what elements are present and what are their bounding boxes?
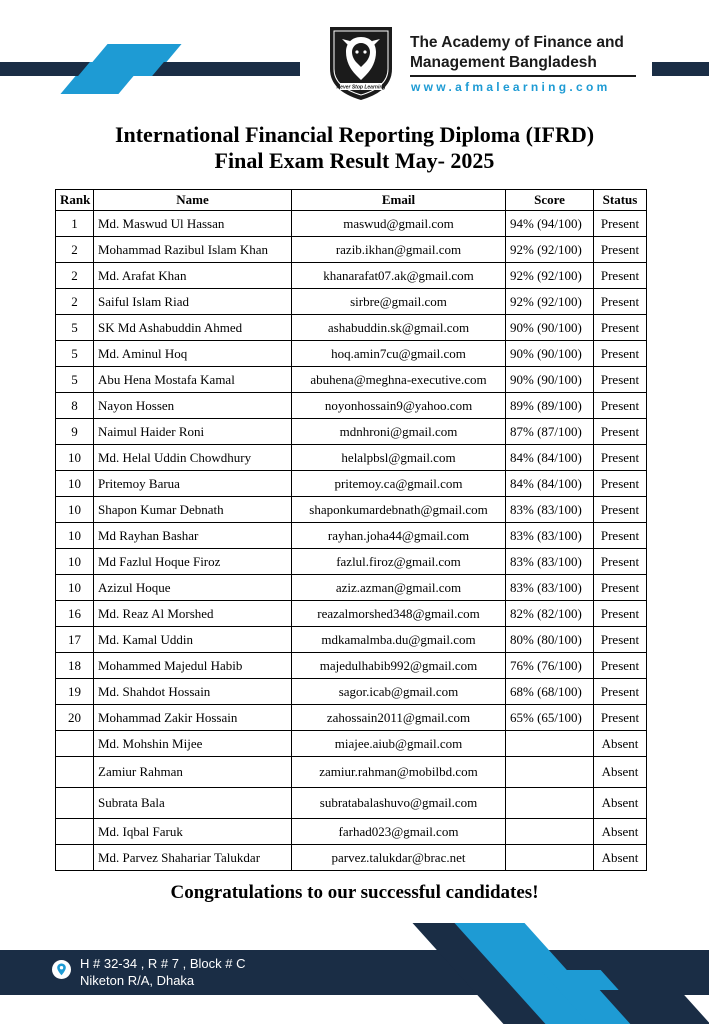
rank-cell bbox=[56, 788, 94, 819]
name-cell: Md Rayhan Bashar bbox=[94, 523, 292, 549]
email-cell: ashabuddin.sk@gmail.com bbox=[292, 315, 506, 341]
table-row bbox=[56, 653, 647, 679]
email-cell: abuhena@meghna-executive.com bbox=[292, 367, 506, 393]
header-stripe-decoration bbox=[60, 76, 133, 94]
score-cell: 83% (83/100) bbox=[506, 497, 594, 523]
table-row bbox=[56, 445, 647, 471]
table-row bbox=[56, 315, 647, 341]
header-email: Email bbox=[292, 190, 506, 211]
score-cell: 84% (84/100) bbox=[506, 471, 594, 497]
logo-motto: Never Stop Learning bbox=[336, 84, 386, 91]
rank-cell bbox=[56, 757, 94, 788]
status-cell: Present bbox=[594, 601, 647, 627]
status-cell: Absent bbox=[594, 731, 647, 757]
status-cell: Present bbox=[594, 549, 647, 575]
email-cell: aziz.azman@gmail.com bbox=[292, 575, 506, 601]
status-cell: Present bbox=[594, 471, 647, 497]
score-cell: 83% (83/100) bbox=[506, 523, 594, 549]
table-row bbox=[56, 679, 647, 705]
status-cell: Present bbox=[594, 445, 647, 471]
table-row bbox=[56, 627, 647, 653]
name-cell: Md. Maswud Ul Hassan bbox=[94, 211, 292, 237]
status-cell: Present bbox=[594, 653, 647, 679]
table-row bbox=[56, 601, 647, 627]
email-cell: parvez.talukdar@brac.net bbox=[292, 845, 506, 871]
website-link[interactable]: www.afmalearning.com bbox=[411, 80, 611, 94]
email-cell: sagor.icab@gmail.com bbox=[292, 679, 506, 705]
email-cell: subratabalashuvo@gmail.com bbox=[292, 788, 506, 819]
header-stripe-decoration bbox=[92, 44, 181, 62]
score-cell bbox=[506, 819, 594, 845]
status-cell: Present bbox=[594, 627, 647, 653]
table-row bbox=[56, 731, 647, 757]
rank-cell bbox=[56, 845, 94, 871]
name-cell: Shapon Kumar Debnath bbox=[94, 497, 292, 523]
email-cell: sirbre@gmail.com bbox=[292, 289, 506, 315]
name-cell: Abu Hena Mostafa Kamal bbox=[94, 367, 292, 393]
status-cell: Present bbox=[594, 497, 647, 523]
header-rank: Rank bbox=[56, 190, 94, 211]
rank-cell: 10 bbox=[56, 497, 94, 523]
score-cell: 83% (83/100) bbox=[506, 575, 594, 601]
score-cell: 83% (83/100) bbox=[506, 549, 594, 575]
name-cell: Md. Mohshin Mijee bbox=[94, 731, 292, 757]
score-cell: 84% (84/100) bbox=[506, 445, 594, 471]
status-cell: Present bbox=[594, 237, 647, 263]
score-cell: 90% (90/100) bbox=[506, 367, 594, 393]
rank-cell: 2 bbox=[56, 237, 94, 263]
results-table bbox=[55, 189, 647, 871]
table-row bbox=[56, 263, 647, 289]
table-row bbox=[56, 845, 647, 871]
table-row bbox=[56, 367, 647, 393]
name-cell: Mohammad Razibul Islam Khan bbox=[94, 237, 292, 263]
rank-cell: 20 bbox=[56, 705, 94, 731]
table-row bbox=[56, 549, 647, 575]
rank-cell: 10 bbox=[56, 471, 94, 497]
location-pin-icon bbox=[52, 960, 71, 979]
congratulations-message: Congratulations to our successful candidates! bbox=[170, 882, 539, 903]
name-cell: Md. Arafat Khan bbox=[94, 263, 292, 289]
document-title: International Financial Reporting Diploma (IFRD) bbox=[114, 122, 595, 147]
name-cell: Subrata Bala bbox=[94, 788, 292, 819]
status-cell: Present bbox=[594, 211, 647, 237]
name-cell: Naimul Haider Roni bbox=[94, 419, 292, 445]
header-status: Status bbox=[594, 190, 647, 211]
email-cell: rayhan.joha44@gmail.com bbox=[292, 523, 506, 549]
status-cell: Absent bbox=[594, 819, 647, 845]
status-cell: Absent bbox=[594, 845, 647, 871]
name-cell: Md. Iqbal Faruk bbox=[94, 819, 292, 845]
rank-cell: 2 bbox=[56, 263, 94, 289]
status-cell: Absent bbox=[594, 757, 647, 788]
rank-cell bbox=[56, 819, 94, 845]
table-row bbox=[56, 523, 647, 549]
name-cell: Mohammed Majedul Habib bbox=[94, 653, 292, 679]
email-cell: reazalmorshed348@gmail.com bbox=[292, 601, 506, 627]
table-row bbox=[56, 575, 647, 601]
rank-cell: 1 bbox=[56, 211, 94, 237]
document-subtitle: Final Exam Result May- 2025 bbox=[214, 148, 495, 173]
status-cell: Absent bbox=[594, 788, 647, 819]
status-cell: Present bbox=[594, 315, 647, 341]
name-cell: Md. Reaz Al Morshed bbox=[94, 601, 292, 627]
table-row bbox=[56, 705, 647, 731]
email-cell: shaponkumardebnath@gmail.com bbox=[292, 497, 506, 523]
email-cell: farhad023@gmail.com bbox=[292, 819, 506, 845]
table-row bbox=[56, 497, 647, 523]
name-cell: Md. Parvez Shahariar Talukdar bbox=[94, 845, 292, 871]
table-row bbox=[56, 237, 647, 263]
header-score: Score bbox=[506, 190, 594, 211]
email-cell: razib.ikhan@gmail.com bbox=[292, 237, 506, 263]
score-cell bbox=[506, 845, 594, 871]
status-cell: Present bbox=[594, 393, 647, 419]
score-cell: 65% (65/100) bbox=[506, 705, 594, 731]
rank-cell: 17 bbox=[56, 627, 94, 653]
name-cell: Pritemoy Barua bbox=[94, 471, 292, 497]
email-cell: miajee.aiub@gmail.com bbox=[292, 731, 506, 757]
status-cell: Present bbox=[594, 341, 647, 367]
rank-cell: 19 bbox=[56, 679, 94, 705]
score-cell: 76% (76/100) bbox=[506, 653, 594, 679]
results-body bbox=[56, 211, 647, 871]
email-cell: zamiur.rahman@mobilbd.com bbox=[292, 757, 506, 788]
status-cell: Present bbox=[594, 705, 647, 731]
score-cell: 80% (80/100) bbox=[506, 627, 594, 653]
header-band-right bbox=[652, 62, 709, 76]
table-row bbox=[56, 788, 647, 819]
brand-name bbox=[410, 33, 624, 73]
status-cell: Present bbox=[594, 575, 647, 601]
header-name: Name bbox=[94, 190, 292, 211]
name-cell: Mohammad Zakir Hossain bbox=[94, 705, 292, 731]
rank-cell: 9 bbox=[56, 419, 94, 445]
score-cell: 92% (92/100) bbox=[506, 263, 594, 289]
rank-cell: 10 bbox=[56, 523, 94, 549]
table-row bbox=[56, 819, 647, 845]
score-cell: 90% (90/100) bbox=[506, 315, 594, 341]
email-cell: fazlul.firoz@gmail.com bbox=[292, 549, 506, 575]
score-cell: 90% (90/100) bbox=[506, 341, 594, 367]
rank-cell: 5 bbox=[56, 315, 94, 341]
brand-divider bbox=[410, 75, 636, 77]
name-cell: Md. Helal Uddin Chowdhury bbox=[94, 445, 292, 471]
score-cell: 68% (68/100) bbox=[506, 679, 594, 705]
brand-name-line2: Management Bangladesh bbox=[410, 54, 597, 71]
rank-cell: 10 bbox=[56, 445, 94, 471]
email-cell: maswud@gmail.com bbox=[292, 211, 506, 237]
email-cell: hoq.amin7cu@gmail.com bbox=[292, 341, 506, 367]
rank-cell bbox=[56, 731, 94, 757]
table-row bbox=[56, 471, 647, 497]
brand-name-line1: The Academy of Finance and bbox=[410, 34, 624, 51]
table-row bbox=[56, 289, 647, 315]
header-stripe-decoration bbox=[78, 62, 164, 76]
rank-cell: 8 bbox=[56, 393, 94, 419]
name-cell: SK Md Ashabuddin Ahmed bbox=[94, 315, 292, 341]
status-cell: Present bbox=[594, 289, 647, 315]
score-cell: 94% (94/100) bbox=[506, 211, 594, 237]
rank-cell: 16 bbox=[56, 601, 94, 627]
score-cell: 87% (87/100) bbox=[506, 419, 594, 445]
score-cell bbox=[506, 731, 594, 757]
rank-cell: 5 bbox=[56, 367, 94, 393]
rank-cell: 10 bbox=[56, 549, 94, 575]
table-row bbox=[56, 757, 647, 788]
name-cell: Md Fazlul Hoque Firoz bbox=[94, 549, 292, 575]
score-cell: 82% (82/100) bbox=[506, 601, 594, 627]
rank-cell: 2 bbox=[56, 289, 94, 315]
email-cell: khanarafat07.ak@gmail.com bbox=[292, 263, 506, 289]
score-cell: 89% (89/100) bbox=[506, 393, 594, 419]
status-cell: Present bbox=[594, 263, 647, 289]
email-cell: pritemoy.ca@gmail.com bbox=[292, 471, 506, 497]
email-cell: mdkamalmba.du@gmail.com bbox=[292, 627, 506, 653]
rank-cell: 10 bbox=[56, 575, 94, 601]
name-cell: Zamiur Rahman bbox=[94, 757, 292, 788]
address-line2: Niketon R/A, Dhaka bbox=[80, 973, 195, 988]
table-header-row bbox=[56, 190, 647, 211]
table-row bbox=[56, 211, 647, 237]
name-cell: Azizul Hoque bbox=[94, 575, 292, 601]
status-cell: Present bbox=[594, 523, 647, 549]
score-cell bbox=[506, 757, 594, 788]
score-cell bbox=[506, 788, 594, 819]
name-cell: Md. Aminul Hoq bbox=[94, 341, 292, 367]
status-cell: Present bbox=[594, 419, 647, 445]
email-cell: majedulhabib992@gmail.com bbox=[292, 653, 506, 679]
score-cell: 92% (92/100) bbox=[506, 289, 594, 315]
email-cell: zahossain2011@gmail.com bbox=[292, 705, 506, 731]
table-row bbox=[56, 393, 647, 419]
status-cell: Present bbox=[594, 367, 647, 393]
status-cell: Present bbox=[594, 679, 647, 705]
academy-logo-icon bbox=[328, 25, 394, 101]
email-cell: mdnhroni@gmail.com bbox=[292, 419, 506, 445]
rank-cell: 5 bbox=[56, 341, 94, 367]
rank-cell: 18 bbox=[56, 653, 94, 679]
name-cell: Nayon Hossen bbox=[94, 393, 292, 419]
table-row bbox=[56, 341, 647, 367]
email-cell: helalpbsl@gmail.com bbox=[292, 445, 506, 471]
score-cell: 92% (92/100) bbox=[506, 237, 594, 263]
name-cell: Md. Kamal Uddin bbox=[94, 627, 292, 653]
email-cell: noyonhossain9@yahoo.com bbox=[292, 393, 506, 419]
table-row bbox=[56, 419, 647, 445]
name-cell: Md. Shahdot Hossain bbox=[94, 679, 292, 705]
name-cell: Saiful Islam Riad bbox=[94, 289, 292, 315]
address-line1: H # 32-34 , R # 7 , Block # C bbox=[80, 956, 246, 971]
